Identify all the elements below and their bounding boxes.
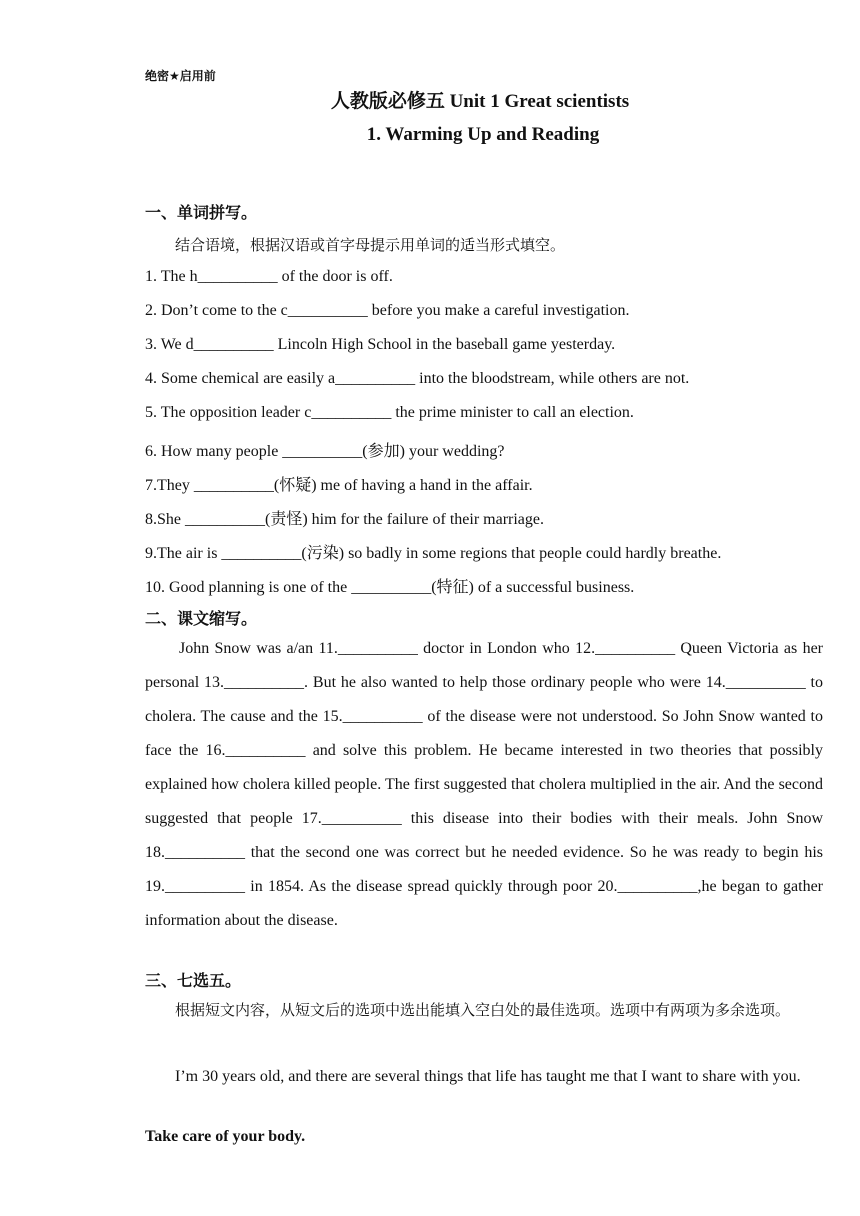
exercise-item: 4. Some chemical are easily a__________ into the bloodstream, while others are not.: [145, 370, 690, 387]
summary-passage: John Snow was a/an 11.__________ doctor in London who 12.__________ Queen Victoria as her personal 13.__________. But he also wanted to help those ordinary people who were 14.__________ to cholera. The cause and the 15.__________ of the disease were not understood. So John Snow wanted to face the 16.__________ and solve this problem. He became interested in two theories that possibly explained how cholera killed people. The first suggested that cholera multiplied in the air. And the second suggested that people 17.__________ this disease into their bodies with their meals. John Snow 18.__________ that the second one was correct but he needed evidence. So he was ready to begin his 19.__________ in 1854. As the disease spread quickly through poor 20.__________,he began to gather information about the disease.: [145, 640, 823, 929]
passage-subheading: Take care of your body.: [145, 1128, 306, 1145]
confidential-label: 绝密★启用前: [145, 69, 216, 83]
exercise-item: 8.She __________(责怪) him for the failure of their marriage.: [145, 511, 545, 528]
section2-heading: 二、课文缩写。: [145, 609, 258, 628]
exercise-item: 3. We d__________ Lincoln High School in the baseball game yesterday.: [145, 336, 616, 353]
exercise-item: 2. Don’t come to the c__________ before you make a careful investigation.: [145, 302, 630, 319]
exercise-item: 5. The opposition leader c__________ the prime minister to call an election.: [145, 404, 634, 421]
exercise-item: 1. The h__________ of the door is off.: [145, 268, 393, 285]
section1-heading: 一、单词拼写。: [145, 203, 258, 222]
section1-instruction: 结合语境，根据汉语或首字母提示用单词的适当形式填空。: [175, 236, 566, 254]
document-title: 人教版必修五 Unit 1 Great scientists: [330, 91, 630, 112]
section3-instruction: 根据短文内容，从短文后的选项中选出能填入空白处的最佳选项。选项中有两项为多余选项。: [175, 1001, 791, 1019]
exercise-item: 10. Good planning is one of the __________(特征) of a successful business.: [145, 579, 635, 596]
passage-intro: I’m 30 years old, and there are several things that life has taught me that I want to share with you.: [175, 1068, 801, 1085]
exercise-item: 9.The air is __________(污染) so badly in some regions that people could hardly breathe.: [145, 545, 722, 562]
exercise-item: 6. How many people __________(参加) your wedding?: [145, 443, 505, 460]
exercise-item: 7.They __________(怀疑) me of having a hand in the affair.: [145, 477, 533, 494]
section3-heading: 三、七选五。: [145, 971, 242, 990]
document-subtitle: 1. Warming Up and Reading: [366, 124, 600, 145]
